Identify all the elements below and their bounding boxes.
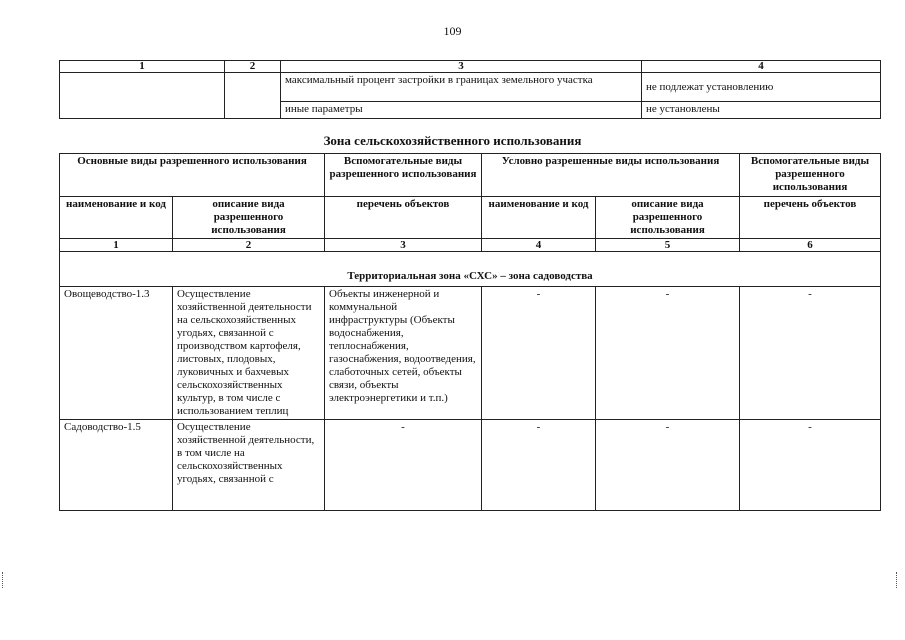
scan-edge-mark [2, 572, 11, 588]
dash-cell: - [740, 287, 881, 420]
column-number: 2 [225, 61, 281, 73]
auxiliary-uses-header: Вспомогательные виды разрешенного использования [325, 154, 482, 197]
column-number: 4 [642, 61, 881, 73]
objects-list: Объекты инженерной и коммунальной инфраструктуры (Объекты водоснабжения, теплоснабжения, газоснабжения, водоотведения, слаботочных сетей, объекты связи, объекты электроэнергетики и т.п.) [325, 287, 482, 420]
dash-cell: - [325, 420, 482, 511]
parameter-value: не установлены [642, 102, 881, 119]
table-row [60, 420, 881, 511]
column-number: 4 [482, 239, 596, 252]
column-number: 1 [60, 61, 225, 73]
column-number: 3 [281, 61, 642, 73]
name-code-header-2: наименование и код [482, 197, 596, 239]
column-number: 3 [325, 239, 482, 252]
objects-list-header-2: перечень объектов [740, 197, 881, 239]
empty-cell [225, 73, 281, 119]
parameter-value: не подлежат установлению [642, 73, 881, 102]
column-number: 6 [740, 239, 881, 252]
conditional-uses-header: Условно разрешенные виды использования [482, 154, 740, 197]
column-number-row [60, 239, 881, 252]
scan-edge-mark [896, 572, 905, 588]
auxiliary-uses-header-2: Вспомогательные виды разрешенного использования [740, 154, 881, 197]
dash-cell: - [482, 287, 596, 420]
name-code-header: наименование и код [60, 197, 173, 239]
description-header: описание вида разрешенного использования [173, 197, 325, 239]
table-row [60, 287, 881, 420]
dash-cell: - [740, 420, 881, 511]
column-number: 5 [596, 239, 740, 252]
use-name-code: Садоводство-1.5 [60, 420, 173, 511]
parameter-name: максимальный процент застройки в границах земельного участка [281, 73, 642, 102]
empty-cell [60, 73, 225, 119]
column-number: 1 [60, 239, 173, 252]
continuation-table [59, 60, 881, 119]
territorial-zone-label: Территориальная зона «СХС» – зона садоводства [60, 252, 881, 287]
zone-row [60, 252, 881, 287]
zone-table [59, 153, 881, 511]
dash-cell: - [596, 420, 740, 511]
dash-cell: - [482, 420, 596, 511]
objects-list-header: перечень объектов [325, 197, 482, 239]
table-row [60, 73, 881, 102]
parameter-name: иные параметры [281, 102, 642, 119]
use-name-code: Овощеводство-1.3 [60, 287, 173, 420]
use-description: Осуществление хозяйственной деятельности, в том числе на сельскохозяйственных угодьях, связанной с [173, 420, 325, 511]
main-uses-header: Основные виды разрешенного использования [60, 154, 325, 197]
zone-title: Зона сельскохозяйственного использования [323, 133, 582, 148]
use-description: Осуществление хозяйственной деятельности на сельскохозяйственных угодьях, связанной с производством картофеля, листовых, плодовых, луковичных и бахчевых сельскохозяйственных культур, в том числе с использованием теплиц [173, 287, 325, 420]
page-number: 109 [443, 24, 462, 38]
sub-header-row [60, 197, 881, 239]
description-header-2: описание вида разрешенного использования [596, 197, 740, 239]
continuation-header-row [60, 61, 881, 73]
column-number: 2 [173, 239, 325, 252]
dash-cell: - [596, 287, 740, 420]
group-header-row [60, 154, 881, 197]
